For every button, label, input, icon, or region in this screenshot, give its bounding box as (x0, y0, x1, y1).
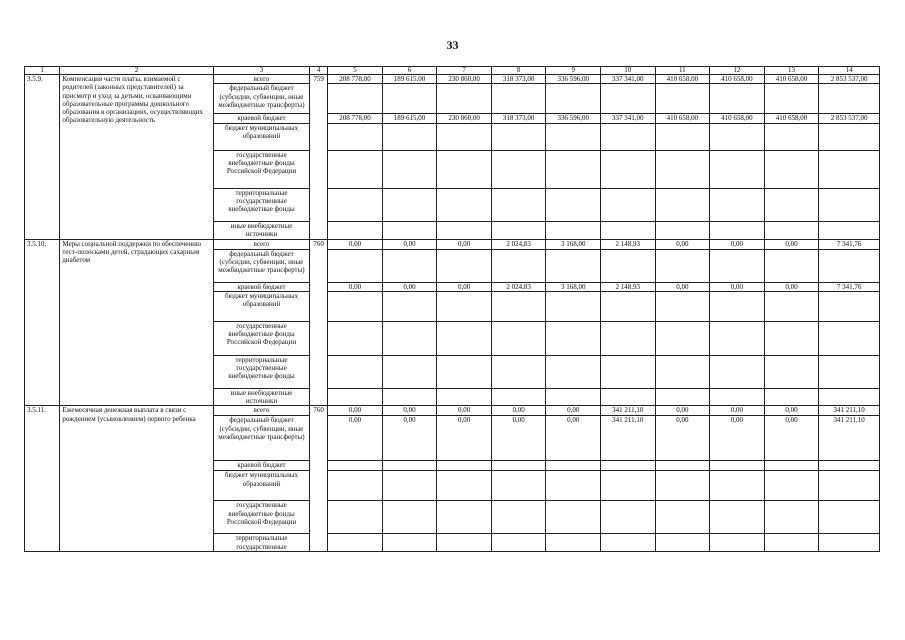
amount-cell: 2 853 537,00 (819, 75, 880, 84)
amount-cell (655, 355, 710, 388)
amount-cell (710, 221, 765, 239)
amount-cell (710, 388, 765, 406)
amount-cell: 230 860,00 (437, 75, 492, 84)
amount-cell: 0,00 (764, 406, 819, 416)
amount-cell (437, 355, 492, 388)
amount-cell (546, 291, 601, 321)
table-row (25, 75, 880, 84)
amount-cell (437, 123, 492, 150)
amount-cell: 410 658,00 (655, 75, 710, 84)
amount-cell (764, 321, 819, 355)
measure-title: Компенсация части платы, взимаемой с родителей (законных представителей) за присмотр и уход за детьми, осваивающими образовательные программы дошкольного образования в организациях, осуществляющих образовательную деятельность (60, 75, 214, 240)
amount-cell (437, 388, 492, 406)
column-number: 9 (546, 67, 601, 75)
amount-cell (491, 123, 546, 150)
column-number: 12 (710, 67, 765, 75)
amount-cell (655, 388, 710, 406)
amount-cell (328, 534, 383, 552)
amount-cell: 7 341,76 (819, 282, 880, 291)
funding-source: иные внебюджетные источники (213, 221, 309, 239)
amount-cell (764, 461, 819, 471)
amount-cell (546, 355, 601, 388)
amount-cell (710, 84, 765, 114)
amount-cell (546, 150, 601, 188)
column-number: 14 (819, 67, 880, 75)
amount-cell (382, 150, 437, 188)
amount-cell (655, 221, 710, 239)
column-number: 2 (60, 67, 214, 75)
amount-cell (437, 221, 492, 239)
amount-cell (328, 249, 383, 282)
amount-cell (546, 461, 601, 471)
amount-cell (382, 291, 437, 321)
column-number: 10 (600, 67, 655, 75)
amount-cell (546, 123, 601, 150)
amount-cell: 0,00 (655, 406, 710, 416)
amount-cell: 208 778,00 (328, 114, 383, 123)
amount-cell: 0,00 (437, 239, 492, 249)
amount-cell (655, 471, 710, 501)
amount-cell (328, 291, 383, 321)
amount-cell: 2 853 537,00 (819, 114, 880, 123)
amount-cell: 0,00 (382, 406, 437, 416)
amount-cell: 341 211,10 (600, 406, 655, 416)
amount-cell (600, 249, 655, 282)
grbs-code: 760 (309, 239, 327, 406)
funding-source: всего (213, 239, 309, 249)
amount-cell (655, 84, 710, 114)
amount-cell (437, 461, 492, 471)
amount-cell (600, 321, 655, 355)
funding-source: краевой бюджет (213, 282, 309, 291)
funding-source: федеральный бюджет (субсидии, субвенции, иные межбюджетные трансферты) (213, 416, 309, 461)
amount-cell (600, 123, 655, 150)
amount-cell (437, 321, 492, 355)
amount-cell (437, 534, 492, 552)
amount-cell (382, 249, 437, 282)
column-number: 13 (764, 67, 819, 75)
amount-cell (546, 534, 601, 552)
amount-cell (491, 501, 546, 534)
amount-cell (764, 471, 819, 501)
amount-cell (764, 355, 819, 388)
amount-cell (819, 355, 880, 388)
measure-code: 3.5.10. (25, 239, 60, 406)
funding-source: территориальные государственные внебюджетные фонды (213, 188, 309, 221)
funding-source: бюджет муниципальных образований (213, 123, 309, 150)
funding-source: всего (213, 75, 309, 84)
amount-cell (764, 388, 819, 406)
amount-cell (491, 84, 546, 114)
funding-source: государственные внебюджетные фонды Российской Федерации (213, 501, 309, 534)
amount-cell: 2 148,93 (600, 239, 655, 249)
amount-cell (600, 461, 655, 471)
amount-cell (328, 501, 383, 534)
amount-cell (491, 188, 546, 221)
amount-cell (491, 471, 546, 501)
funding-source: бюджет муниципальных образований (213, 471, 309, 501)
amount-cell (600, 471, 655, 501)
amount-cell (328, 84, 383, 114)
amount-cell (491, 291, 546, 321)
amount-cell: 410 658,00 (764, 75, 819, 84)
amount-cell (819, 321, 880, 355)
amount-cell (382, 471, 437, 501)
amount-cell: 189 615,00 (382, 75, 437, 84)
amount-cell (328, 150, 383, 188)
funding-source: государственные внебюджетные фонды Российской Федерации (213, 150, 309, 188)
funding-source: всего (213, 406, 309, 416)
amount-cell: 410 658,00 (764, 114, 819, 123)
table-row (25, 406, 880, 416)
amount-cell (819, 123, 880, 150)
amount-cell (437, 84, 492, 114)
amount-cell (819, 84, 880, 114)
amount-cell: 0,00 (328, 282, 383, 291)
amount-cell (328, 123, 383, 150)
amount-cell (710, 249, 765, 282)
amount-cell (437, 501, 492, 534)
amount-cell (764, 534, 819, 552)
amount-cell (328, 388, 383, 406)
amount-cell (382, 355, 437, 388)
amount-cell (328, 221, 383, 239)
amount-cell: 0,00 (710, 406, 765, 416)
funding-source: территориальные государственные внебюджетные фонды (213, 355, 309, 388)
amount-cell (655, 461, 710, 471)
amount-cell: 7 341,76 (819, 239, 880, 249)
amount-cell: 0,00 (655, 239, 710, 249)
measure-code: 3.5.11. (25, 406, 60, 552)
amount-cell: 0,00 (655, 282, 710, 291)
amount-cell: 0,00 (382, 416, 437, 461)
column-number-row (25, 67, 880, 75)
amount-cell (819, 461, 880, 471)
amount-cell (328, 471, 383, 501)
amount-cell (819, 249, 880, 282)
amount-cell (491, 321, 546, 355)
amount-cell: 410 658,00 (710, 114, 765, 123)
amount-cell: 0,00 (491, 416, 546, 461)
amount-cell (600, 221, 655, 239)
amount-cell: 410 658,00 (655, 114, 710, 123)
amount-cell (328, 188, 383, 221)
amount-cell (764, 150, 819, 188)
amount-cell (655, 249, 710, 282)
amount-cell: 0,00 (764, 239, 819, 249)
amount-cell (819, 188, 880, 221)
amount-cell: 0,00 (655, 416, 710, 461)
amount-cell (600, 534, 655, 552)
amount-cell (655, 321, 710, 355)
amount-cell: 0,00 (437, 416, 492, 461)
amount-cell (491, 461, 546, 471)
amount-cell (600, 150, 655, 188)
amount-cell (710, 291, 765, 321)
amount-cell (546, 501, 601, 534)
amount-cell: 0,00 (328, 416, 383, 461)
amount-cell (600, 291, 655, 321)
amount-cell (546, 221, 601, 239)
amount-cell (710, 461, 765, 471)
column-number: 7 (437, 67, 492, 75)
amount-cell: 336 596,00 (546, 75, 601, 84)
amount-cell (382, 388, 437, 406)
amount-cell: 0,00 (437, 282, 492, 291)
amount-cell (600, 84, 655, 114)
amount-cell (546, 188, 601, 221)
column-number: 1 (25, 67, 60, 75)
amount-cell (437, 471, 492, 501)
funding-source: федеральный бюджет (субсидии, субвенции, иные межбюджетные трансферты) (213, 84, 309, 114)
measure-code: 3.5.9. (25, 75, 60, 240)
amount-cell (546, 388, 601, 406)
amount-cell (819, 388, 880, 406)
amount-cell (600, 501, 655, 534)
amount-cell: 0,00 (764, 282, 819, 291)
measure-title: Меры социальной поддержки по обеспечению тест-полосками детей, страдающих сахарным диабетом (60, 239, 214, 406)
amount-cell (655, 123, 710, 150)
amount-cell: 0,00 (710, 239, 765, 249)
amount-cell (437, 150, 492, 188)
grbs-code: 760 (309, 406, 327, 552)
amount-cell (491, 355, 546, 388)
amount-cell (710, 534, 765, 552)
amount-cell: 208 778,00 (328, 75, 383, 84)
funding-source: территориальные государственные (213, 534, 309, 552)
amount-cell (764, 84, 819, 114)
amount-cell: 0,00 (546, 406, 601, 416)
amount-cell (328, 461, 383, 471)
amount-cell (764, 188, 819, 221)
amount-cell (328, 321, 383, 355)
amount-cell (382, 123, 437, 150)
amount-cell: 0,00 (710, 282, 765, 291)
amount-cell (382, 501, 437, 534)
amount-cell (491, 221, 546, 239)
amount-cell (764, 291, 819, 321)
amount-cell (710, 188, 765, 221)
amount-cell: 2 024,83 (491, 239, 546, 249)
funding-source: краевой бюджет (213, 114, 309, 123)
amount-cell: 0,00 (328, 406, 383, 416)
amount-cell (600, 388, 655, 406)
amount-cell (710, 355, 765, 388)
amount-cell: 0,00 (382, 282, 437, 291)
amount-cell: 410 658,00 (710, 75, 765, 84)
amount-cell (710, 321, 765, 355)
amount-cell (819, 501, 880, 534)
amount-cell: 3 168,00 (546, 239, 601, 249)
amount-cell (600, 355, 655, 388)
amount-cell (437, 249, 492, 282)
amount-cell: 336 596,00 (546, 114, 601, 123)
amount-cell (382, 188, 437, 221)
amount-cell (382, 221, 437, 239)
amount-cell (710, 471, 765, 501)
amount-cell (819, 150, 880, 188)
amount-cell: 2 148,93 (600, 282, 655, 291)
amount-cell (764, 249, 819, 282)
amount-cell (546, 84, 601, 114)
amount-cell: 341 211,10 (819, 406, 880, 416)
amount-cell (546, 249, 601, 282)
column-number: 6 (382, 67, 437, 75)
grbs-code: 759 (309, 75, 327, 240)
column-number: 3 (213, 67, 309, 75)
funding-source: иные внебюджетные источники (213, 388, 309, 406)
amount-cell: 3 168,00 (546, 282, 601, 291)
column-number: 4 (309, 67, 327, 75)
amount-cell: 318 373,00 (491, 114, 546, 123)
budget-table (24, 66, 880, 552)
amount-cell: 341 211,10 (819, 416, 880, 461)
amount-cell (764, 221, 819, 239)
amount-cell (382, 461, 437, 471)
amount-cell (546, 471, 601, 501)
amount-cell (764, 123, 819, 150)
amount-cell (655, 188, 710, 221)
amount-cell (328, 355, 383, 388)
amount-cell (819, 291, 880, 321)
amount-cell (382, 321, 437, 355)
amount-cell (491, 150, 546, 188)
amount-cell (600, 188, 655, 221)
amount-cell: 337 341,00 (600, 75, 655, 84)
amount-cell: 337 341,00 (600, 114, 655, 123)
amount-cell (655, 150, 710, 188)
amount-cell: 0,00 (710, 416, 765, 461)
amount-cell: 0,00 (491, 406, 546, 416)
table-row (25, 239, 880, 249)
amount-cell: 0,00 (382, 239, 437, 249)
amount-cell (437, 291, 492, 321)
amount-cell: 0,00 (437, 406, 492, 416)
amount-cell: 0,00 (546, 416, 601, 461)
funding-source: федеральный бюджет (субсидии, субвенции, иные межбюджетные трансферты) (213, 249, 309, 282)
amount-cell: 318 373,00 (491, 75, 546, 84)
column-number: 11 (655, 67, 710, 75)
column-number: 8 (491, 67, 546, 75)
funding-source: государственные внебюджетные фонды Российской Федерации (213, 321, 309, 355)
amount-cell (819, 534, 880, 552)
amount-cell: 2 024,83 (491, 282, 546, 291)
amount-cell (546, 321, 601, 355)
amount-cell (491, 534, 546, 552)
amount-cell (437, 188, 492, 221)
amount-cell (655, 501, 710, 534)
amount-cell (382, 534, 437, 552)
amount-cell (710, 501, 765, 534)
amount-cell (491, 249, 546, 282)
amount-cell (655, 534, 710, 552)
page-number: 33 (446, 38, 459, 52)
amount-cell: 341 211,10 (600, 416, 655, 461)
funding-source: бюджет муниципальных образований (213, 291, 309, 321)
amount-cell (819, 471, 880, 501)
amount-cell: 230 860,00 (437, 114, 492, 123)
amount-cell: 0,00 (328, 239, 383, 249)
funding-source: краевой бюджет (213, 461, 309, 471)
amount-cell (819, 221, 880, 239)
column-number: 5 (328, 67, 383, 75)
amount-cell (491, 388, 546, 406)
amount-cell (710, 123, 765, 150)
amount-cell: 189 615,00 (382, 114, 437, 123)
amount-cell (710, 150, 765, 188)
amount-cell: 0,00 (764, 416, 819, 461)
amount-cell (655, 291, 710, 321)
measure-title: Ежемесячная денежная выплата в связи с рождением (усыновлением) первого ребенка (60, 406, 214, 552)
amount-cell (382, 84, 437, 114)
amount-cell (764, 501, 819, 534)
